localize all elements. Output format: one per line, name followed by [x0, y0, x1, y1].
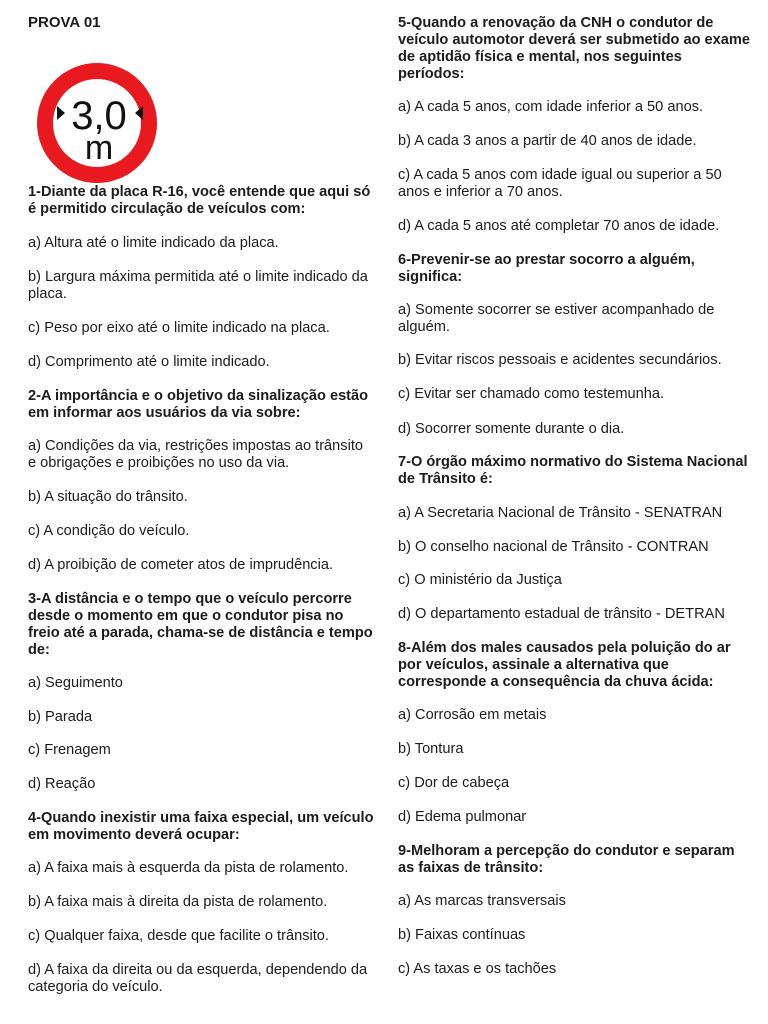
question-4-text: 4-Quando inexistir uma faixa especial, um veículo em movimento deverá ocupar:	[28, 810, 374, 843]
question-9-text: 9-Melhoram a percepção do condutor e separam as faixas de trânsito:	[398, 843, 735, 876]
q2-option-a: a) Condições da via, restrições impostas ao trânsito e obrigações e proibições no uso da via.	[28, 438, 364, 471]
q2-option-b: b) A situação do trânsito.	[28, 489, 188, 505]
q9-option-b: b) Faixas contínuas	[398, 927, 526, 943]
q6-option-c: c) Evitar ser chamado como testemunha.	[398, 386, 665, 402]
q2-option-d: d) A proibição de cometer atos de imprudência.	[28, 557, 334, 573]
question-7-text: 7-O órgão máximo normativo do Sistema Nacional de Trânsito é:	[398, 454, 748, 487]
page-title: PROVA 01	[28, 14, 101, 31]
q6-option-b: b) Evitar riscos pessoais e acidentes secundários.	[398, 352, 722, 368]
sign-unit: m	[84, 129, 114, 167]
q1-option-a: a) Altura até o limite indicado da placa.	[28, 235, 279, 251]
q2-option-c: c) A condição do veículo.	[28, 523, 190, 539]
question-8-text: 8-Além dos males causados pela poluição do ar por veículos, assinale a alternativa que corresponde a consequência da chuva ácida:	[398, 640, 731, 690]
q5-option-b: b) A cada 3 anos a partir de 40 anos de idade.	[398, 133, 697, 149]
question-2-text: 2-A importância e o objetivo da sinalização estão em informar aos usuários da via sobre:	[28, 388, 369, 421]
q5-option-a: a) A cada 5 anos, com idade inferior a 50 anos.	[398, 99, 704, 115]
q3-option-d: d) Reação	[28, 776, 96, 792]
q3-option-b: b) Parada	[28, 709, 93, 725]
q3-option-a: a) Seguimento	[28, 675, 123, 691]
q4-option-c: c) Qualquer faixa, desde que facilite o trânsito.	[28, 928, 329, 944]
q8-option-c: c) Dor de cabeça	[398, 775, 510, 791]
q7-option-c: c) O ministério da Justiça	[398, 572, 562, 588]
r16-sign-icon	[25, 58, 175, 188]
question-6-text: 6-Prevenir-se ao prestar socorro a alguém, significa:	[398, 252, 695, 285]
question-3-text: 3-A distância e o tempo que o veículo percorre desde o momento em que o condutor pisa no freio até a parada, chama-se de distância e tempo de:	[28, 591, 373, 658]
question-5-text: 5-Quando a renovação da CNH o condutor de veículo automotor deverá ser submetido ao exame de aptidão física e mental, nos seguintes períodos:	[398, 15, 750, 82]
q7-option-d: d) O departamento estadual de trânsito - DETRAN	[398, 606, 725, 622]
q4-option-b: b) A faixa mais à direita da pista de rolamento.	[28, 894, 328, 910]
q7-option-b: b) O conselho nacional de Trânsito - CONTRAN	[398, 539, 709, 555]
q4-option-a: a) A faixa mais à esquerda da pista de rolamento.	[28, 860, 349, 876]
q1-option-d: d) Comprimento até o limite indicado.	[28, 354, 270, 370]
q5-option-c: c) A cada 5 anos com idade igual ou superior a 50 anos e inferior a 70 anos.	[398, 167, 722, 200]
q1-option-c: c) Peso por eixo até o limite indicado na placa.	[28, 320, 330, 336]
q6-option-d: d) Socorrer somente durante o dia.	[398, 421, 625, 437]
q7-option-a: a) A Secretaria Nacional de Trânsito - SENATRAN	[398, 505, 723, 521]
q8-option-a: a) Corrosão em metais	[398, 707, 547, 723]
q9-option-a: a) As marcas transversais	[398, 893, 566, 909]
q6-option-a: a) Somente socorrer se estiver acompanhado de alguém.	[398, 302, 715, 335]
question-1-text: 1-Diante da placa R-16, você entende que aqui só é permitido circulação de veículos com:	[28, 184, 371, 217]
q8-option-b: b) Tontura	[398, 741, 464, 757]
q4-option-d: d) A faixa da direita ou da esquerda, dependendo da categoria do veículo.	[28, 962, 368, 995]
q9-option-c: c) As taxas e os tachões	[398, 961, 557, 977]
q5-option-d: d) A cada 5 anos até completar 70 anos de idade.	[398, 218, 720, 234]
q3-option-c: c) Frenagem	[28, 742, 111, 758]
q1-option-b: b) Largura máxima permitida até o limite indicado da placa.	[28, 269, 368, 302]
sign-width-value: 3,0	[71, 94, 127, 138]
q8-option-d: d) Edema pulmonar	[398, 809, 527, 825]
